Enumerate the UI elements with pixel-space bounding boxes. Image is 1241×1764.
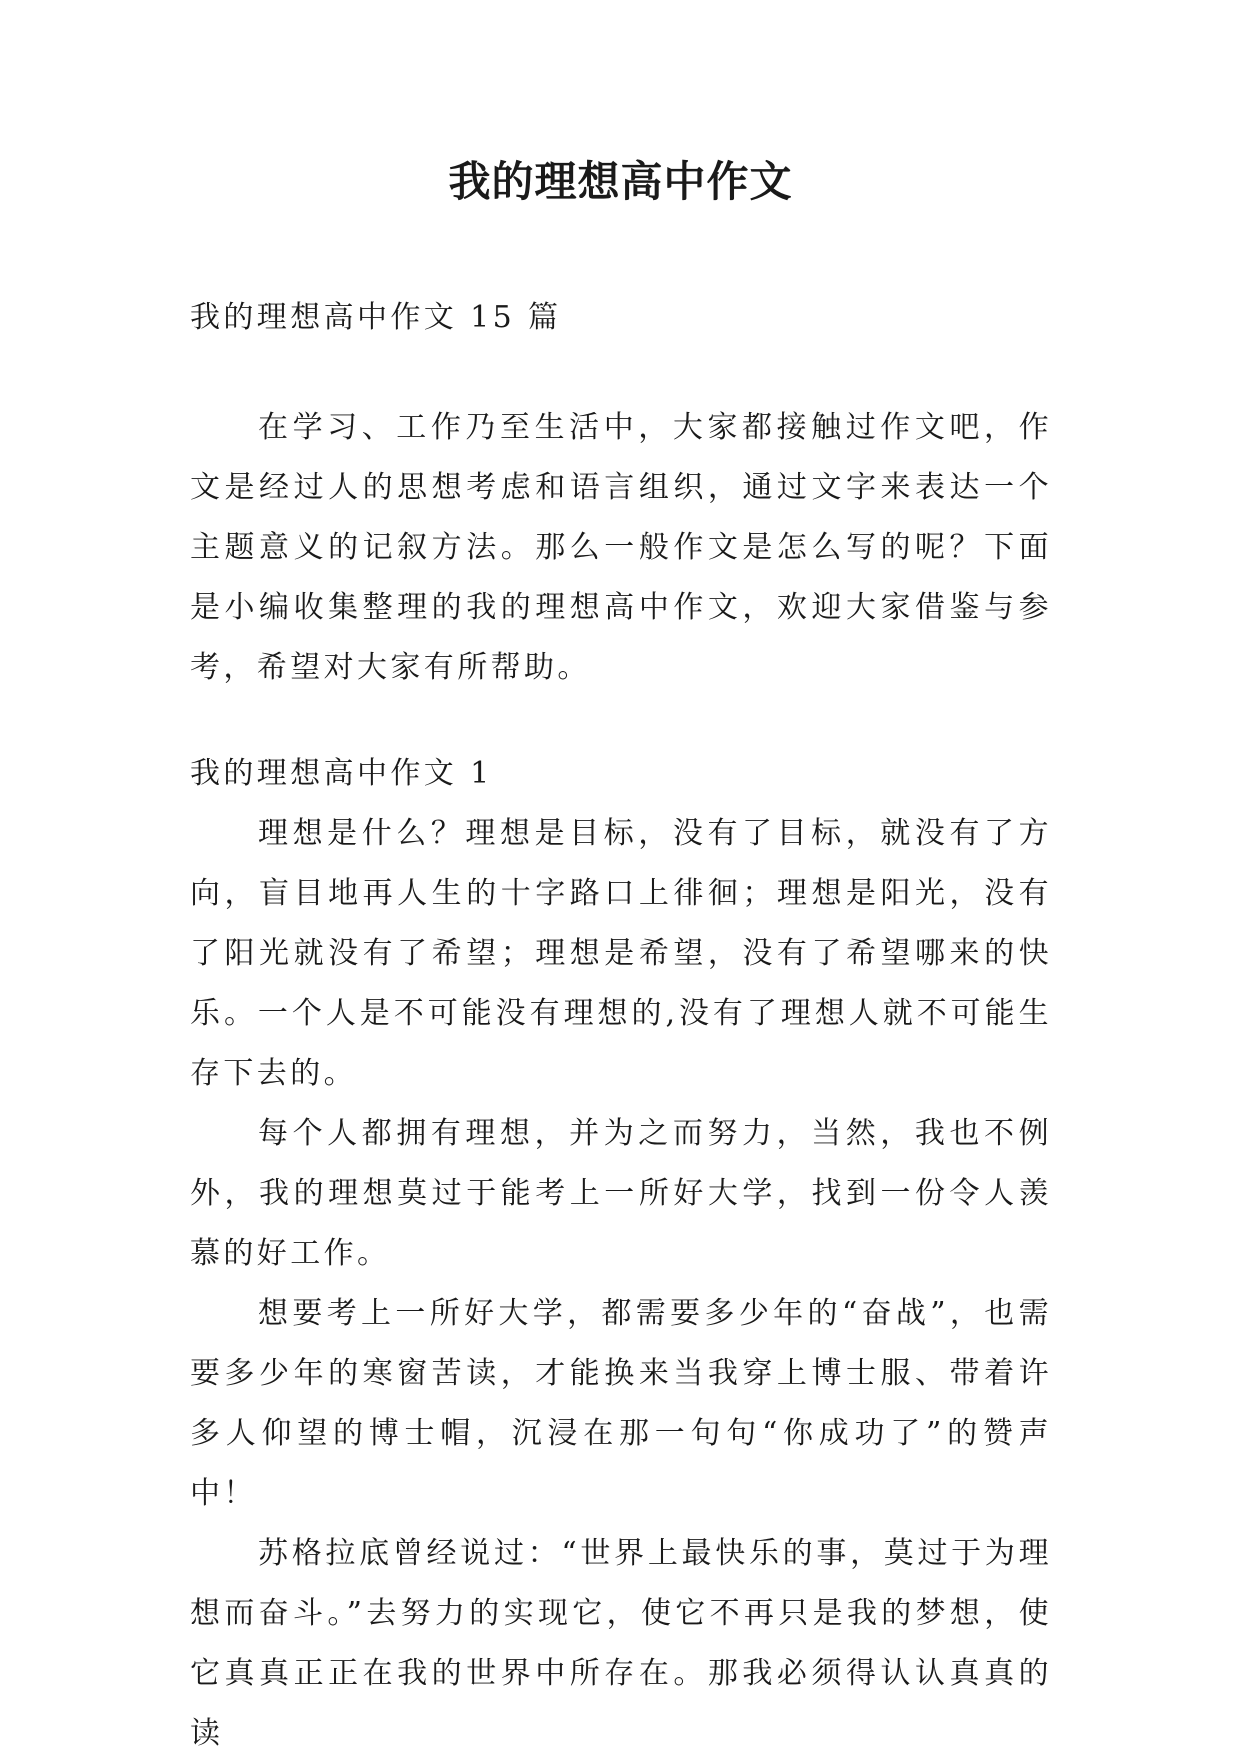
essay-heading: 我的理想高中作文 1	[190, 756, 493, 791]
essay-paragraph: 苏格拉底曾经说过：“世界上最快乐的事，莫过于为理想而奋斗。”去努力的实现它，使它不再只是我的梦想，使它真真正正在我的世界中所存在。那我必须得认认真真的读	[190, 1536, 1052, 1751]
essay-paragraph: 理想是什么？理想是目标，没有了目标，就没有了方向，盲目地再人生的十字路口上徘徊；理想是阳光，没有了阳光就没有了希望；理想是希望，没有了希望哪来的快乐。一个人是不可能没有理想的,没有了理想人就不可能生存下去的。	[190, 816, 1052, 1091]
intro-section	[190, 398, 1052, 698]
essay-paragraph: 每个人都拥有理想，并为之而努力，当然，我也不例外，我的理想莫过于能考上一所好大学，找到一份令人羡慕的好工作。	[190, 1116, 1052, 1271]
essay-body	[190, 804, 1052, 1764]
document-subtitle: 我的理想高中作文 15 篇	[190, 300, 562, 335]
intro-paragraph: 在学习、工作乃至生活中，大家都接触过作文吧，作文是经过人的思想考虑和语言组织，通过文字来表达一个主题意义的记叙方法。那么一般作文是怎么写的呢？下面是小编收集整理的我的理想高中作文，欢迎大家借鉴与参考，希望对大家有所帮助。	[190, 410, 1052, 685]
essay-paragraph: 想要考上一所好大学，都需要多少年的“奋战”，也需要多少年的寒窗苦读，才能换来当我穿上博士服、带着许多人仰望的博士帽，沉浸在那一句句“你成功了”的赞声中！	[190, 1296, 1052, 1511]
document-title: 我的理想高中作文	[448, 157, 793, 206]
